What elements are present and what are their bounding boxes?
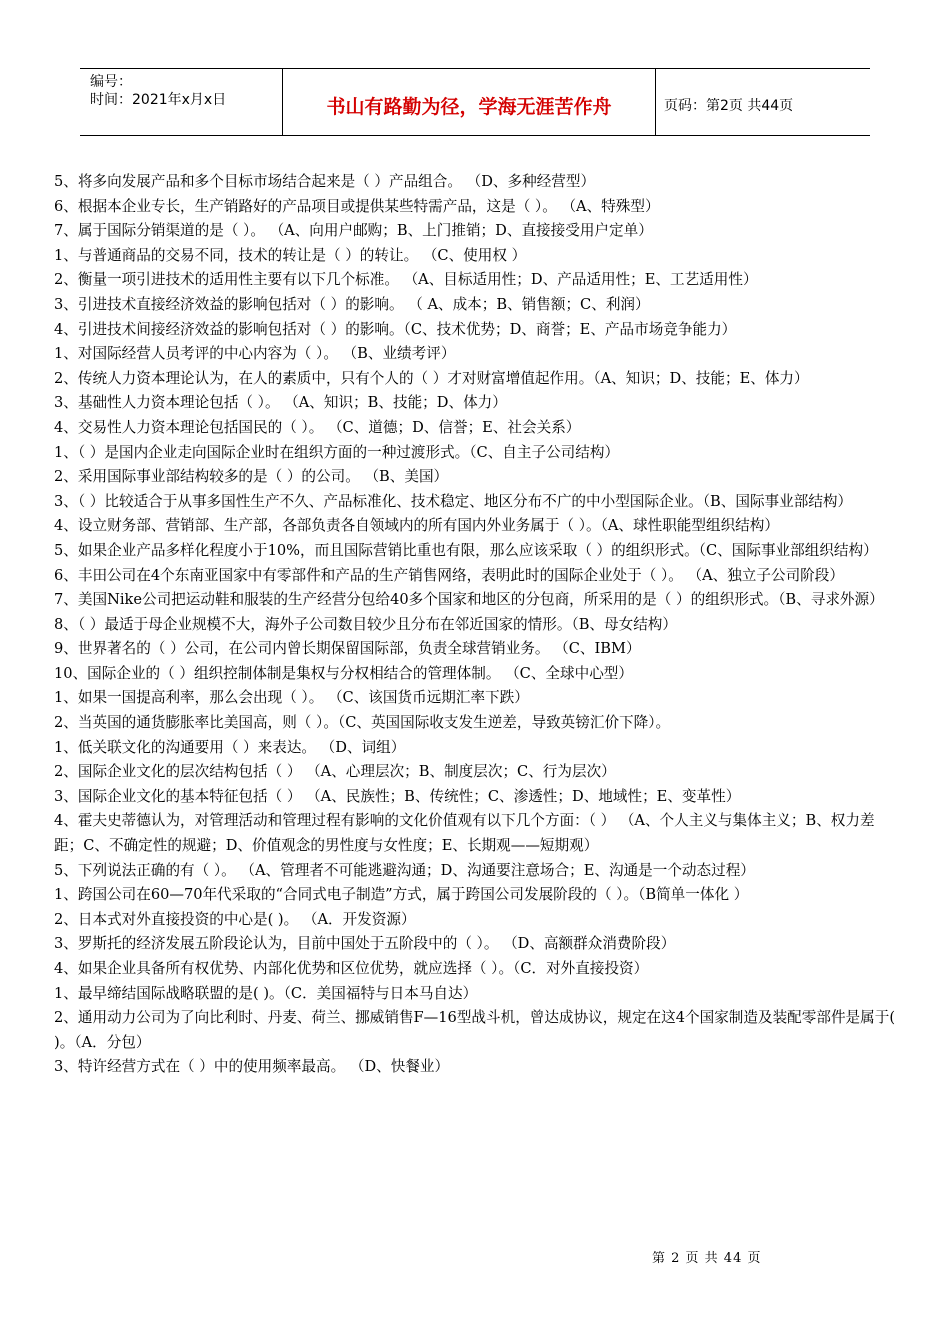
question-line: 5、下列说法正确的有（ ）。 （A、管理者不可能逃避沟通；D、沟通要注意场合；E、沟通是一个动态过程） <box>54 861 755 879</box>
question-line: 4、如果企业具备所有权优势、内部化优势和区位优势，就应选择（ ）。（C．对外直接投资） <box>54 960 649 977</box>
question-line: 5、将多向发展产品和多个目标市场结合起来是（ ）产品组合。 （D、多种经营型） <box>54 173 596 190</box>
question-line: 2、通用动力公司为了向比利时、丹麦、荷兰、挪威销售F—16型战斗机，曾达成协议，规定在这4个国家制造及装配零部件是属于( )。（A．分包） <box>54 1009 896 1051</box>
question-line: 7、美国Nike公司把运动鞋和服装的生产经营分包给40多个国家和地区的分包商，所采用的是（ ）的组织形式。（B、寻求外源） <box>54 591 884 609</box>
question-line: 1、与普通商品的交易不同，技术的转让是（ ）的转让。 （C、使用权 ） <box>54 246 527 264</box>
question-line: 3、特许经营方式在（ ）中的使用频率最高。 （D、快餐业） <box>54 1058 450 1076</box>
header-page-info: 页码：第2页 共44页 <box>664 98 794 114</box>
question-line: 3、国际企业文化的基本特征包括（ ） （A、民族性；B、传统性；C、渗透性；D、地域性；E、变革性） <box>54 787 741 805</box>
question-line: 4、霍夫史蒂德认为，对管理活动和管理过程有影响的文化价值观有以下几个方面：（ ） （A、个人主义与集体主义；B、权力差距；C、不确定性的规避；D、价值观念的男性度与女性度；E、长期观——短期观） <box>54 812 875 855</box>
question-list <box>54 170 900 1080</box>
question-line: 1、低关联文化的沟通要用（ ）来表达。 （D、词组） <box>54 738 406 756</box>
question-line: 4、交易性人力资本理论包括国民的（ ）。 （C、道德；D、信誉；E、社会关系） <box>54 418 581 436</box>
question-line: 2、衡量一项引进技术的适用性主要有以下几个标准。 （A、目标适用性；D、产品适用性；E、工艺适用性） <box>54 271 758 289</box>
question-line: 2、采用国际事业部结构较多的是（ ）的公司。 （B、美国） <box>54 468 449 486</box>
question-line: 3、（ ）比较适合于从事多国性生产不久、产品标准化、技术稳定、地区分布不广的中小型国际企业。（B、国际事业部结构） <box>54 492 853 510</box>
question-line: 5、如果企业产品多样化程度小于10%，而且国际营销比重也有限，那么应该采取（ ）的组织形式。（C、国际事业部组织结构） <box>54 541 878 559</box>
page-header <box>80 68 870 136</box>
question-line: 1、对国际经营人员考评的中心内容为（ ）。 （B、业绩考评） <box>54 345 456 363</box>
question-line: 10、国际企业的（ ）组织控制体制是集权与分权相结合的管理体制。 （C、全球中心型） <box>54 664 633 682</box>
question-line: 2、当英国的通货膨胀率比美国高，则（ ）。（C、英国国际收支发生逆差，导致英镑汇价下降）。 <box>54 714 671 732</box>
header-meta <box>80 69 282 135</box>
question-line: 2、国际企业文化的层次结构包括（ ） （A、心理层次；B、制度层次；C、行为层次） <box>54 763 616 781</box>
question-line: 3、基础性人力资本理论包括（ ）。 （A、知识；B、技能；D、体力） <box>54 394 507 412</box>
question-line: 1、最早缔结国际战略联盟的是( )。（C．美国福特与日本马自达） <box>54 984 478 1002</box>
question-line: 6、根据本企业专长，生产销路好的产品项目或提供某些特需产品，这是（ ）。 （A、特殊型） <box>54 197 660 215</box>
question-line: 1、如果一国提高利率，那么会出现（ ）。 （C、该国货币远期汇率下跌） <box>54 689 529 707</box>
question-line: 2、日本式对外直接投资的中心是( )。 （A．开发资源） <box>54 910 416 928</box>
question-line: 8、（ ）最适于母企业规模不大，海外子公司数目较少且分布在邻近国家的情形。（B、母女结构） <box>54 615 677 633</box>
question-line: 4、设立财务部、营销部、生产部，各部负责各自领域内的所有国内外业务属于（ ）。（A、球性职能型组织结构） <box>54 517 779 535</box>
document-date: 时间：2021年x月x日 <box>90 92 227 108</box>
header-motto: 书山有路勤为径，学海无涯苦作舟 <box>282 69 656 135</box>
question-line: 6、丰田公司在4个东南亚国家中有零部件和产品的生产销售网络，表明此时的国际企业处于（ ）。 （A、独立子公司阶段） <box>54 566 844 584</box>
question-line: 2、传统人力资本理论认为，在人的素质中，只有个人的（ ）才对财富增值起作用。（A、知识；D、技能；E、体力） <box>54 369 809 387</box>
question-line: 1、（ ）是国内企业走向国际企业时在组织方面的一种过渡形式。（C、自主子公司结构） <box>54 443 620 461</box>
question-line: 3、罗斯托的经济发展五阶段论认为，目前中国处于五阶段中的（ ）。 （D、高额群众消费阶段） <box>54 935 676 953</box>
question-line: 9、世界著名的（ ）公司，在公司内曾长期保留国际部，负责全球营销业务。 （C、IBM） <box>54 640 641 658</box>
page-footer: 第 2 页 共 44 页 <box>652 1251 762 1266</box>
question-line: 3、引进技术直接经济效益的影响包括对（ ）的影响。 （ A、成本；B、销售额；C、利润） <box>54 295 650 313</box>
document-number-label: 编号： <box>90 74 132 90</box>
question-line: 4、引进技术间接经济效益的影响包括对（ ）的影响。（C、技术优势；D、商誉；E、产品市场竞争能力） <box>54 320 737 338</box>
question-line: 7、属于国际分销渠道的是（ ）。 （A、向用户邮购；B、上门推销；D、直接接受用户定单） <box>54 222 653 240</box>
question-line: 1、跨国公司在60—70年代采取的“合同式电子制造”方式，属于跨国公司发展阶段的（ ）。（B简单一体化 ） <box>54 886 749 904</box>
